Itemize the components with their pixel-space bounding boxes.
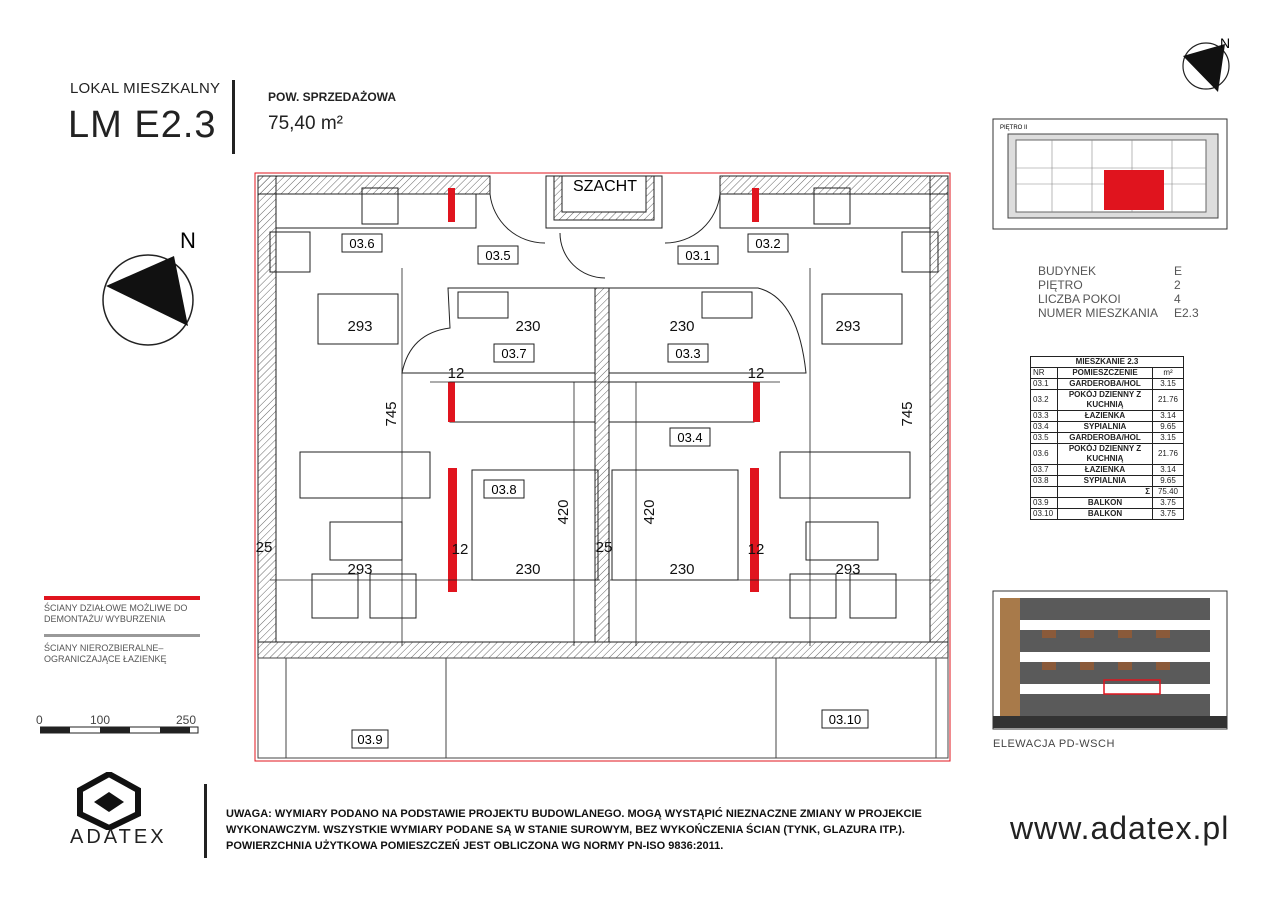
area-label: POW. SPRZEDAŻOWA (268, 90, 397, 104)
table-row: 03.10 BALKON 3.75 (1031, 509, 1184, 520)
dim-label: 230 (515, 318, 541, 335)
dim-label: 420 (641, 499, 658, 525)
room-table-header: NR (1031, 368, 1058, 379)
dim-label: 293 (835, 318, 861, 335)
room-03-8: 03.8 (491, 482, 517, 497)
dim-label: 230 (515, 561, 541, 578)
dim-label: 293 (835, 561, 861, 578)
dim-label: 420 (555, 499, 572, 525)
table-row: 03.9 BALKON 3.75 (1031, 498, 1184, 509)
dim-label: 293 (347, 318, 373, 335)
info-label: LICZBA POKOI (1038, 292, 1121, 306)
room-table-header: POMIESZCZENIE (1058, 368, 1153, 379)
room-03-4: 03.4 (677, 430, 703, 445)
scale-bar (40, 726, 200, 736)
dim-label: 12 (447, 365, 465, 382)
scale-label-100: 100 (90, 713, 111, 727)
room-table (1030, 356, 1184, 520)
room-03-1: 03.1 (685, 248, 711, 263)
legend-red-line (44, 596, 200, 600)
info-value: 2 (1174, 278, 1181, 292)
room-03-6: 03.6 (349, 236, 375, 251)
table-row: 03.3 ŁAZIENKA 3.14 (1031, 411, 1184, 422)
table-row: 03.1 GARDEROBA/HOL 3.15 (1031, 379, 1184, 390)
legend-gray-line (44, 634, 200, 637)
adatex-logo-icon (76, 772, 142, 830)
building-info (1038, 264, 1208, 320)
building-elevation (992, 590, 1228, 730)
key-plan-label: PIĘTRO II (1000, 125, 1028, 131)
dim-label: 745 (383, 401, 400, 427)
room-03-9: 03.9 (357, 732, 383, 747)
info-label: PIĘTRO (1038, 278, 1083, 292)
scale-label-0: 0 (36, 713, 43, 727)
dim-label: 745 (899, 401, 916, 427)
lokal-label: LOKAL MIESZKALNY (70, 80, 221, 97)
room-03-5: 03.5 (485, 248, 511, 263)
table-row: 03.5 GARDEROBA/HOL 3.15 (1031, 433, 1184, 444)
table-row: 03.7 ŁAZIENKA 3.14 (1031, 465, 1184, 476)
area-value: 75,40 m² (268, 113, 343, 134)
north-arrow-small (1180, 34, 1240, 94)
note-divider (204, 784, 207, 858)
room-table-header: m² (1153, 368, 1184, 379)
north-label-large: N (180, 228, 196, 253)
room-03-7: 03.7 (501, 346, 527, 361)
unit-highlight (1104, 170, 1164, 210)
legend-removable: ŚCIANY DZIAŁOWE MOŻLIWE DO DEMONTAŻU/ WYBURZENIA (44, 603, 188, 624)
north-label-small: N (1220, 35, 1231, 51)
room-03-10: 03.10 (828, 712, 862, 727)
note-text: UWAGA: WYMIARY PODANO NA PODSTAWIE PROJEKTU BUDOWLANEGO. MOGĄ WYSTĄPIĆ NIEZNACZNE ZMIANY W PROJEKCIE WYKONAWCZYM. WSZYSTKIE WYMIARY PODANE SĄ W STANIE SUROWYM, BEZ WYKOŃCZENIA ŚCIAN (TYNK, GLAZURA ITP.). POWIERZCHNIA UŻYTKOWA POMIESZCZEŃ JEST OBLICZONA WG NORMY PN-ISO 9836:2011. (226, 808, 922, 852)
scale-label-250: 250 (176, 713, 197, 727)
room-03-2: 03.2 (755, 236, 781, 251)
table-row: 03.8 SYPIALNIA 9.65 (1031, 476, 1184, 487)
info-label: NUMER MIESZKANIA (1038, 306, 1159, 320)
dim-label: 230 (669, 561, 695, 578)
elevation-label: ELEWACJA PD-WSCH (993, 738, 1115, 750)
floor-plan (250, 168, 955, 768)
shaft-label: SZACHT (573, 178, 637, 195)
dim-label: 12 (747, 365, 765, 382)
dim-label: 25 (255, 539, 273, 556)
dim-label: 293 (347, 561, 373, 578)
dim-label: 12 (451, 541, 469, 558)
table-row: Σ 75.40 (1031, 487, 1184, 498)
key-plan (992, 118, 1228, 230)
room-03-3: 03.3 (675, 346, 701, 361)
table-row: 03.4 SYPIALNIA 9.65 (1031, 422, 1184, 433)
dim-label: 25 (595, 539, 613, 556)
room-table-title: MIESZKANIE 2.3 (1031, 357, 1184, 368)
dim-label: 12 (747, 541, 765, 558)
dim-label: 230 (669, 318, 695, 335)
website-link[interactable]: www.adatex.pl (1010, 810, 1230, 846)
info-value: E2.3 (1174, 306, 1199, 320)
info-label: BUDYNEK (1038, 264, 1097, 278)
table-row: 03.2 POKÓJ DZIENNY Z KUCHNIĄ 21.76 (1031, 390, 1184, 411)
header-divider (232, 80, 235, 154)
table-row: 03.6 POKÓJ DZIENNY Z KUCHNIĄ 21.76 (1031, 444, 1184, 465)
lokal-code: LM E2.3 (68, 104, 217, 146)
info-value: E (1174, 264, 1183, 278)
legend-fixed: ŚCIANY NIEROZBIERALNE–OGRANICZAJĄCE ŁAZIENKĘ (44, 643, 167, 664)
north-arrow-large (96, 226, 216, 354)
info-value: 4 (1174, 292, 1181, 306)
brand-name: ADATEX (70, 826, 167, 848)
